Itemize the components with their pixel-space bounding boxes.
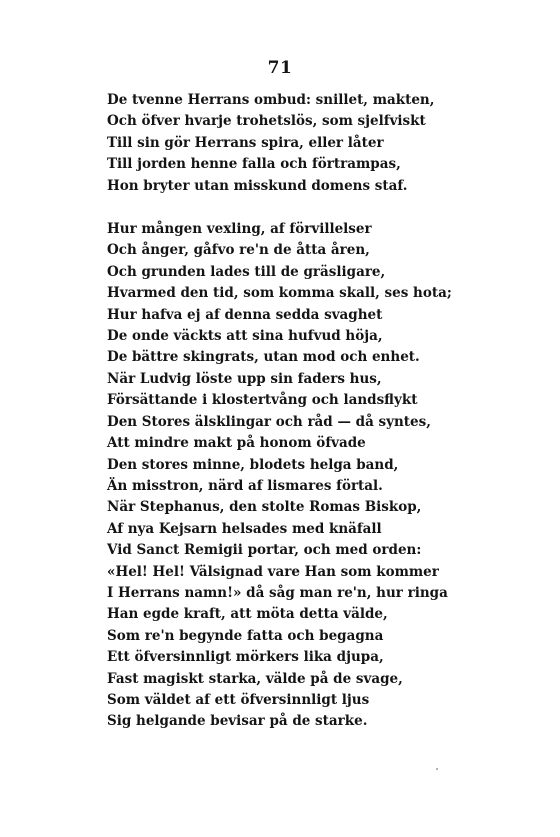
verse-line: Den Stores älsklingar och råd — då syntes, <box>107 413 431 430</box>
verse-line: Som väldet af ett öfversinnligt ljus <box>107 691 370 708</box>
stanza-1 <box>107 90 527 197</box>
verse-line: Och ånger, gåfvo re'n de åtta åren, <box>107 242 370 259</box>
verse-line: Han egde kraft, att möta detta välde, <box>107 606 388 623</box>
verse-line: De bättre skingrats, utan mod och enhet. <box>107 349 420 366</box>
verse-line: Vid Sanct Remigii portar, och med orden: <box>107 542 422 559</box>
page-number: 71 <box>267 58 293 78</box>
verse-line: Försättande i klostertvång och landsflykt <box>107 392 418 409</box>
poem-text <box>107 90 527 733</box>
verse-line: Den stores minne, blodets helga band, <box>107 456 399 473</box>
verse-line: Som re'n begynde fatta och begagna <box>107 627 384 644</box>
verse-line: Hon bryter utan misskund domens staf. <box>107 177 408 194</box>
verse-line: När Stephanus, den stolte Romas Biskop, <box>107 499 422 516</box>
verse-line: Att mindre makt på honom öfvade <box>107 435 366 452</box>
verse-line: I Herrans namn!» då såg man re'n, hur ringa <box>107 584 448 601</box>
verse-line: Till sin gör Herrans spira, eller låter <box>107 134 384 151</box>
verse-line: Fast magiskt starka, välde på de svage, <box>107 670 403 687</box>
verse-line: Och öfver hvarje trohetslös, som sjelfviskt <box>107 113 426 130</box>
verse-line: Hur mången vexling, af förvillelser <box>107 221 372 238</box>
verse-line: Och grunden lades till de gräsligare, <box>107 263 386 280</box>
verse-line: Af nya Kejsarn helsades med knäfall <box>107 520 382 537</box>
verse-line: Ett öfversinnligt mörkers lika djupa, <box>107 649 384 666</box>
verse-line: Än misstron, närd af lismares förtal. <box>107 477 383 494</box>
stanza-2 <box>107 219 527 733</box>
verse-line: När Ludvig löste upp sin faders hus, <box>107 370 382 387</box>
verse-line: Till jorden henne falla och förtrampas, <box>107 156 401 173</box>
verse-line: De tvenne Herrans ombud: snillet, makten, <box>107 92 435 108</box>
verse-line: Hvarmed den tid, som komma skall, ses hota; <box>107 285 452 302</box>
verse-line: Hur hafva ej af denna sedda svaghet <box>107 306 383 323</box>
verse-line: Sig helgande bevisar på de starke. <box>107 713 368 730</box>
verse-line: De onde väckts att sina hufvud höja, <box>107 328 383 345</box>
paper-speck <box>436 768 438 770</box>
verse-line: «Hel! Hel! Välsignad vare Han som kommer <box>107 563 439 580</box>
